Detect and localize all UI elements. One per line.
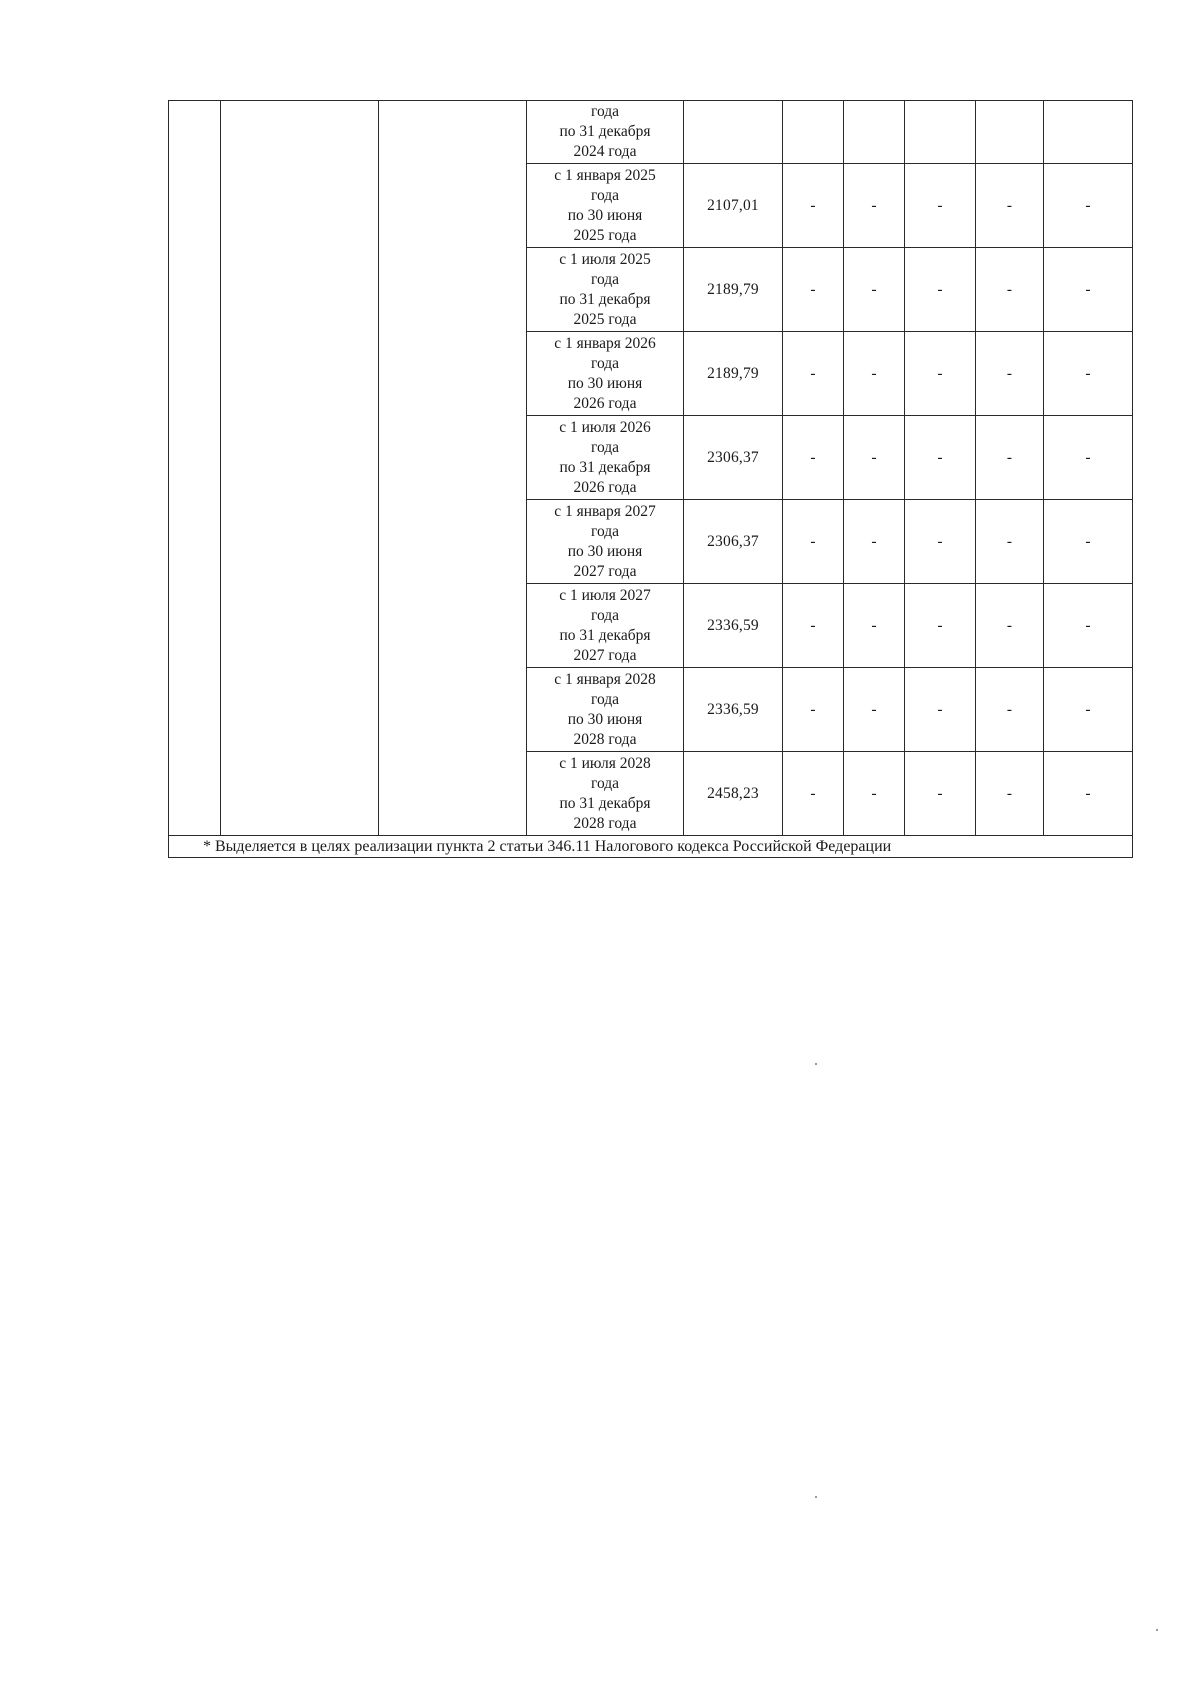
tariff-value-cell: 2458,23 bbox=[684, 752, 783, 836]
dash-cell: - bbox=[976, 500, 1044, 584]
period-cell: с 1 января 2025 года по 30 июня 2025 года bbox=[527, 164, 684, 248]
dash-cell: - bbox=[783, 248, 844, 332]
dash-cell bbox=[905, 101, 976, 164]
dash-cell: - bbox=[844, 164, 905, 248]
dash-cell: - bbox=[783, 500, 844, 584]
tariff-value-cell: 2306,37 bbox=[684, 500, 783, 584]
tariff-table bbox=[168, 100, 1133, 858]
dash-cell: - bbox=[976, 668, 1044, 752]
dash-cell: - bbox=[905, 416, 976, 500]
period-cell: с 1 июля 2027 года по 31 декабря 2027 года bbox=[527, 584, 684, 668]
dash-cell: - bbox=[1044, 500, 1133, 584]
footnote-row bbox=[169, 836, 1133, 858]
dash-cell: - bbox=[1044, 332, 1133, 416]
dash-cell: - bbox=[1044, 668, 1133, 752]
dash-cell: - bbox=[783, 416, 844, 500]
period-cell: с 1 июля 2026 года по 31 декабря 2026 года bbox=[527, 416, 684, 500]
tariff-type-column-cell bbox=[379, 101, 527, 836]
dash-cell: - bbox=[976, 752, 1044, 836]
dash-cell: - bbox=[905, 584, 976, 668]
dash-cell: - bbox=[905, 332, 976, 416]
number-column-cell bbox=[169, 101, 221, 836]
tariff-value-cell: 2189,79 bbox=[684, 332, 783, 416]
dash-cell: - bbox=[844, 416, 905, 500]
period-cell: с 1 января 2027 года по 30 июня 2027 года bbox=[527, 500, 684, 584]
dash-cell bbox=[783, 101, 844, 164]
scan-speck bbox=[815, 1496, 817, 1498]
dash-cell: - bbox=[844, 752, 905, 836]
dash-cell: - bbox=[1044, 416, 1133, 500]
tariff-value-cell: 2107,01 bbox=[684, 164, 783, 248]
footnote-text: * Выделяется в целях реализации пункта 2 статьи 346.11 Налогового кодекса Российской Федерации bbox=[169, 836, 1133, 858]
tariff-value-cell: 2189,79 bbox=[684, 248, 783, 332]
dash-cell: - bbox=[783, 164, 844, 248]
period-cell: с 1 января 2028 года по 30 июня 2028 года bbox=[527, 668, 684, 752]
tariff-value-cell: 2306,37 bbox=[684, 416, 783, 500]
dash-cell: - bbox=[783, 332, 844, 416]
dash-cell: - bbox=[844, 584, 905, 668]
organization-column-cell bbox=[221, 101, 379, 836]
dash-cell: - bbox=[783, 668, 844, 752]
period-cell: с 1 июля 2025 года по 31 декабря 2025 года bbox=[527, 248, 684, 332]
period-cell: года по 31 декабря 2024 года bbox=[527, 101, 684, 164]
dash-cell: - bbox=[976, 416, 1044, 500]
dash-cell: - bbox=[844, 668, 905, 752]
dash-cell: - bbox=[1044, 752, 1133, 836]
period-cell: с 1 января 2026 года по 30 июня 2026 года bbox=[527, 332, 684, 416]
dash-cell: - bbox=[905, 164, 976, 248]
dash-cell: - bbox=[1044, 248, 1133, 332]
dash-cell: - bbox=[905, 500, 976, 584]
dash-cell: - bbox=[976, 332, 1044, 416]
dash-cell bbox=[844, 101, 905, 164]
dash-cell: - bbox=[905, 752, 976, 836]
dash-cell: - bbox=[783, 752, 844, 836]
dash-cell: - bbox=[844, 332, 905, 416]
dash-cell: - bbox=[783, 584, 844, 668]
scan-speck bbox=[1156, 1629, 1158, 1631]
dash-cell: - bbox=[976, 584, 1044, 668]
dash-cell bbox=[1044, 101, 1133, 164]
tariff-value-cell bbox=[684, 101, 783, 164]
table-row bbox=[169, 101, 1133, 164]
tariff-value-cell: 2336,59 bbox=[684, 584, 783, 668]
dash-cell: - bbox=[976, 248, 1044, 332]
scan-speck bbox=[815, 1063, 817, 1065]
dash-cell: - bbox=[1044, 584, 1133, 668]
dash-cell bbox=[976, 101, 1044, 164]
tariff-value-cell: 2336,59 bbox=[684, 668, 783, 752]
dash-cell: - bbox=[905, 248, 976, 332]
dash-cell: - bbox=[905, 668, 976, 752]
dash-cell: - bbox=[1044, 164, 1133, 248]
dash-cell: - bbox=[844, 248, 905, 332]
dash-cell: - bbox=[976, 164, 1044, 248]
tariff-table-body bbox=[169, 101, 1133, 858]
period-cell: с 1 июля 2028 года по 31 декабря 2028 года bbox=[527, 752, 684, 836]
dash-cell: - bbox=[844, 500, 905, 584]
